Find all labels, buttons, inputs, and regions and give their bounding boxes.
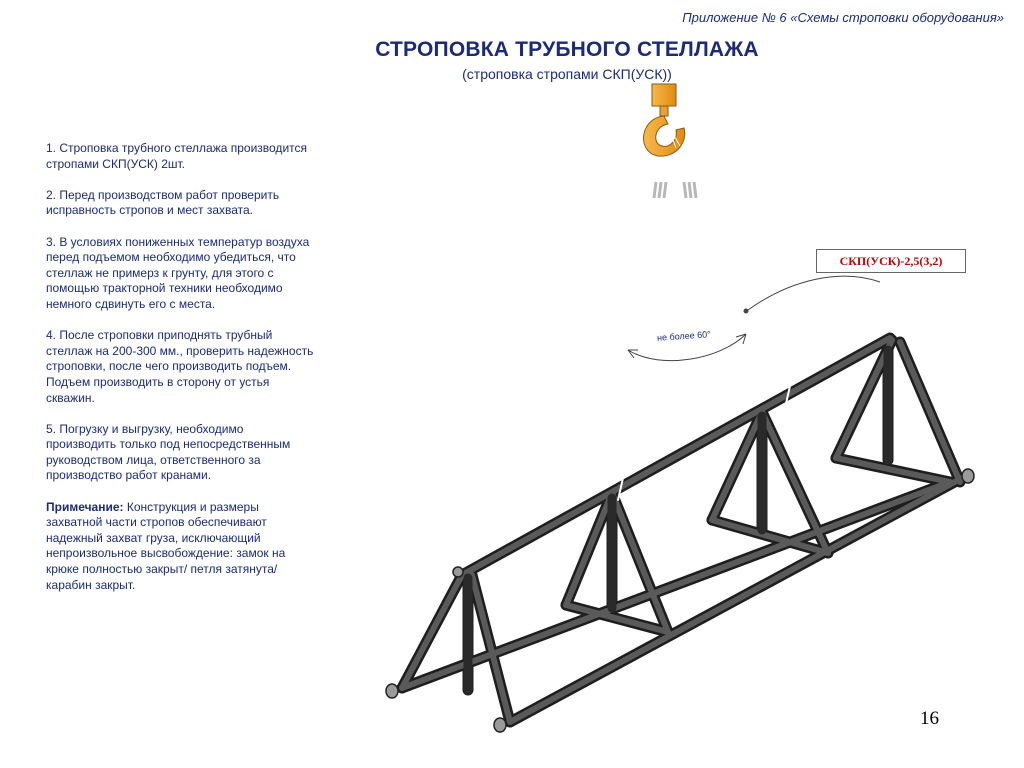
sling-label: СКП(УСК)-2,5(3,2) xyxy=(816,249,966,273)
appendix-header: Приложение № 6 «Схемы строповки оборудования» xyxy=(682,10,1004,25)
instruction-item: 3. В условиях пониженных температур воздуха перед подъемом необходимо убедиться, что стеллаж не примерз к грунту, для этого с помощью тракторной техники необходимо немного сдвинуть его с места. xyxy=(46,234,310,311)
page-title: СТРОПОВКА ТРУБНОГО СТЕЛЛАЖА xyxy=(375,38,759,61)
page-subtitle: (строповка стропами СКП(УСК)) xyxy=(462,66,672,82)
sling-loops xyxy=(654,182,696,198)
pipe-rack-truss xyxy=(386,338,974,732)
page-number: 16 xyxy=(920,708,939,729)
instruction-item: 1. Строповка трубного стеллажа производится стропами СКП(УСК) 2шт. xyxy=(46,141,307,171)
angle-label: не более 60° xyxy=(656,329,712,343)
note-text: Конструкция и размеры захватной части стропов обеспечивают надежный захват груза, исключающий непроизвольное высвобождение: замок на крюке полностью закрыт/ петля затянута/ карабин закрыт. xyxy=(46,499,286,592)
crane-hook-icon xyxy=(644,84,685,156)
instruction-item: 5. Погрузку и выгрузку, необходимо производить только под непосредственным руководством лица, ответственного за производство работ кранами. xyxy=(46,421,291,483)
instruction-item: 4. После строповки приподнять трубный стеллаж на 200-300 мм., проверить надежность строповки, после чего производить подъем. Подъем производить в сторону от устья скважин. xyxy=(46,328,314,405)
sling-leader-line xyxy=(744,276,880,313)
instruction-item: 2. Перед производством работ проверить исправность стропов и мест захвата. xyxy=(46,187,280,218)
note-label: Примечание: xyxy=(46,499,124,514)
